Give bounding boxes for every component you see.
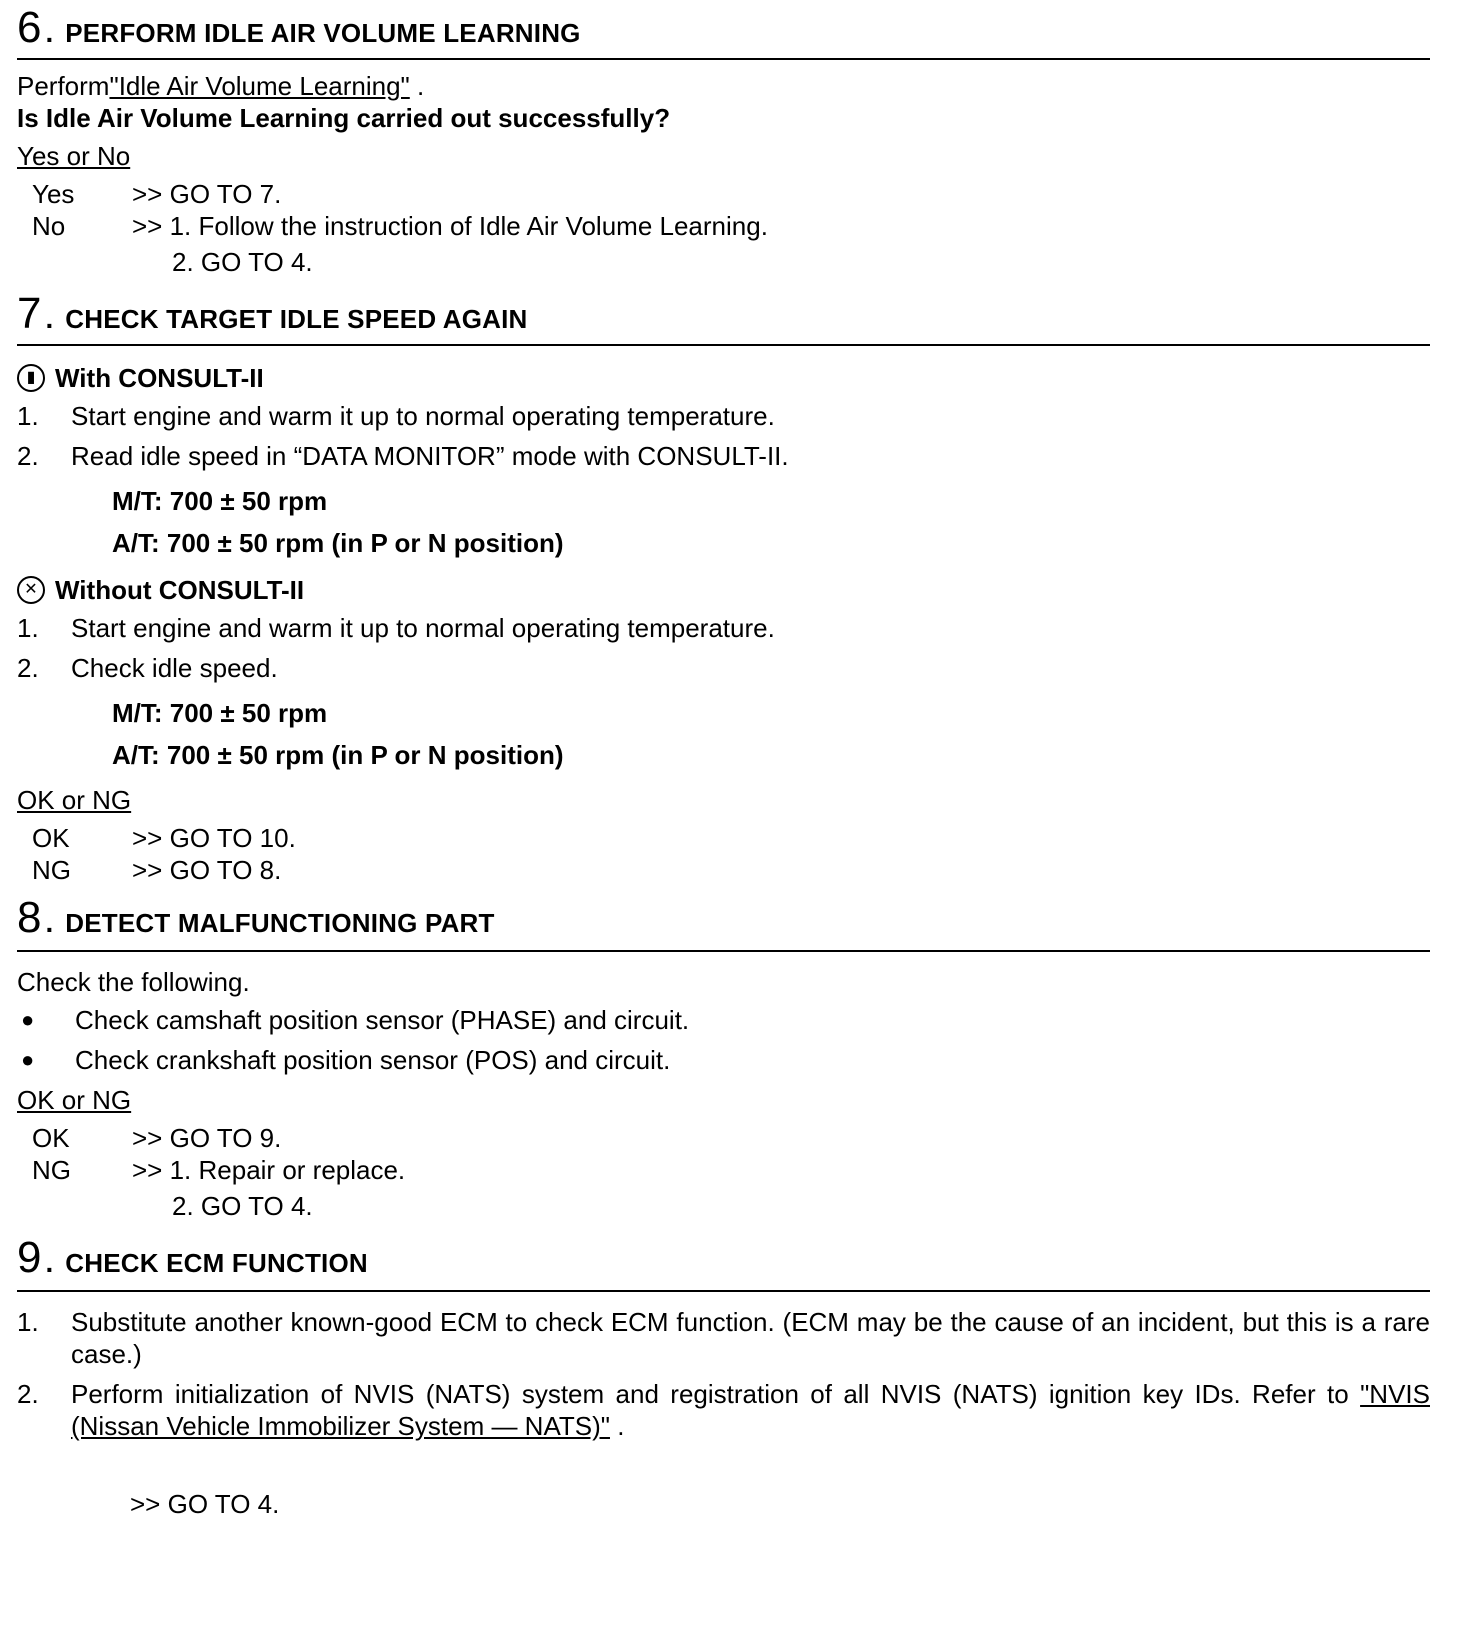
step-6-no-sub: 2. GO TO 4. <box>172 247 313 277</box>
spec-at: A/T: 700 ± 50 rpm (in P or N position) <box>112 528 564 558</box>
step-7-ng-row: NG >> GO TO 8. <box>32 855 282 885</box>
step-9-rule <box>17 1290 1430 1292</box>
step-7-header: 7 . CHECK TARGET IDLE SPEED AGAIN <box>17 289 528 338</box>
step-9-item-1: 1. Substitute another known-good ECM to check ECM function. (ECM may be the cause of an incident, but this is a rare case.) <box>17 1307 1430 1369</box>
step-9-header: 9 . CHECK ECM FUNCTION <box>17 1233 368 1282</box>
step-6-rule <box>17 58 1430 60</box>
with-item-1: 1. Start engine and warm it up to normal operating temperature. <box>17 401 775 431</box>
step-6-number: 6 <box>17 3 42 52</box>
step-8-header: 8 . DETECT MALFUNCTIONING PART <box>17 893 495 942</box>
step-7-title: CHECK TARGET IDLE SPEED AGAIN <box>65 304 528 334</box>
step-8-bullet-1: ● Check camshaft position sensor (PHASE) and circuit. <box>17 1004 1430 1036</box>
without-consult-heading: ✕ Without CONSULT-II <box>17 572 1430 608</box>
step-9-number: 9 <box>17 1233 42 1282</box>
step-8-bullet-2: ● Check crankshaft position sensor (POS) and circuit. <box>17 1044 1430 1076</box>
idle-air-volume-learning-link[interactable]: "Idle Air Volume Learning" <box>109 71 410 101</box>
with-consult-heading: ▮ With CONSULT-II <box>17 360 1430 396</box>
step-6-title: PERFORM IDLE AIR VOLUME LEARNING <box>65 18 581 48</box>
step-6-choice-label: Yes or No <box>17 141 131 171</box>
step-9 <box>17 1228 1430 1520</box>
without-item-1: 1. Start engine and warm it up to normal operating temperature. <box>17 613 775 643</box>
spec-mt-2: M/T: 700 ± 50 rpm <box>112 698 328 728</box>
step-6-yes-row: Yes >> GO TO 7. <box>32 179 282 209</box>
step-8-title: DETECT MALFUNCTIONING PART <box>65 908 495 938</box>
bullet-icon: ● <box>21 1047 35 1072</box>
step-8-ok-row: OK >> GO TO 9. <box>32 1123 282 1153</box>
step-8-number: 8 <box>17 893 42 942</box>
with-item-2: 2. Read idle speed in “DATA MONITOR” mode with CONSULT-II. <box>17 441 789 471</box>
without-item-2: 2. Check idle speed. <box>17 653 278 683</box>
step-7-number: 7 <box>17 289 42 338</box>
step-8-choice-label: OK or NG <box>17 1085 132 1115</box>
step-7-rule <box>17 344 1430 346</box>
step-6-question: Is Idle Air Volume Learning carried out successfully? <box>17 103 671 133</box>
bullet-icon: ● <box>21 1007 35 1032</box>
spec-mt: M/T: 700 ± 50 rpm <box>112 486 328 516</box>
step-6-no-row: No >> 1. Follow the instruction of Idle Air Volume Learning. <box>32 211 768 241</box>
document-page <box>17 0 1430 1520</box>
step-6-header: 6 . PERFORM IDLE AIR VOLUME LEARNING <box>17 3 581 52</box>
step-9-item-2: 2. Perform initialization of NVIS (NATS) system and registration of all NVIS (NATS) ignition key IDs. Refer to "NVIS (Nissan Vehicle Immobilizer System — NATS)" . <box>17 1379 1430 1441</box>
step-7 <box>17 284 1430 886</box>
step-7-choice-label: OK or NG <box>17 785 132 815</box>
step-8-intro: Check the following. <box>17 967 250 997</box>
nvis-nats-link[interactable]: "NVIS (Nissan Vehicle Immobilizer System — NATS)" <box>71 1379 1430 1441</box>
perform-line: Perform"Idle Air Volume Learning" . <box>17 71 425 101</box>
step-8-rule <box>17 950 1430 952</box>
step-6 <box>17 0 1430 282</box>
consult-tool-icon: ▮ <box>17 364 45 392</box>
step-9-final: >> GO TO 4. <box>130 1489 280 1519</box>
step-8-ng-sub: 2. GO TO 4. <box>172 1191 313 1221</box>
step-8 <box>17 888 1430 1226</box>
spec-at-2: A/T: 700 ± 50 rpm (in P or N position) <box>112 740 564 770</box>
step-9-title: CHECK ECM FUNCTION <box>65 1248 368 1278</box>
step-8-ng-row: NG >> 1. Repair or replace. <box>32 1155 406 1185</box>
step-7-ok-row: OK >> GO TO 10. <box>32 823 296 853</box>
no-consult-tool-icon: ✕ <box>17 576 45 604</box>
